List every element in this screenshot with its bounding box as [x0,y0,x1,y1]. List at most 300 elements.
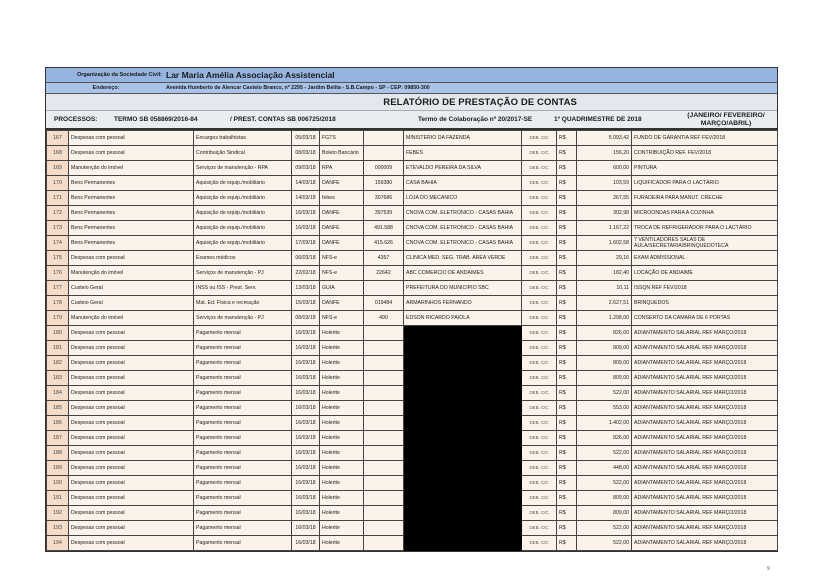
supplier-cell: LOJA DO MECANICO [404,191,522,206]
row-number: 176 [47,266,69,281]
doc-number-cell: 415.626 [364,236,404,251]
amount-cell: 522,00 [577,521,632,536]
row-number: 173 [47,221,69,236]
row-number: 179 [47,311,69,326]
category-cell: Despesas com pessoal [69,251,194,266]
date-cell: 16/03/18 [292,446,320,461]
currency-cell: R$ [557,371,577,386]
row-number: 170 [47,176,69,191]
date-cell: 16/03/18 [292,431,320,446]
description-cell: 7 VENTILADORES SALAS DE AULA/SECRETARIA/BRINQUEDOTECA [632,236,778,251]
amount-cell: 2.627,51 [577,296,632,311]
redacted-supplier-cell [404,401,522,416]
amount-cell: 5.093,42 [577,131,632,146]
amount-cell: 809,00 [577,491,632,506]
category-cell: Despesas com pessoal [69,431,194,446]
doc-number-cell: 159380 [364,176,404,191]
subcategory-cell: Serviços de manutenção - RPA [194,161,292,176]
table-row [47,446,778,461]
subcategory-cell: Pagamento mensal [194,536,292,551]
amount-cell: 302,98 [577,206,632,221]
category-cell: Despesas com pessoal [69,131,194,146]
table-row [47,176,778,191]
payment-method-cell: DEB. C/C [522,311,557,326]
date-cell: 14/03/18 [292,191,320,206]
amount-cell: 522,00 [577,386,632,401]
doc-type-cell: Holerite [320,476,364,491]
doc-type-cell: GUIA [320,281,364,296]
row-number: 186 [47,416,69,431]
currency-cell: R$ [557,386,577,401]
subcategory-cell: Pagamento mensal [194,416,292,431]
doc-type-cell: Holerite [320,521,364,536]
category-cell: Bens Permanentes [69,176,194,191]
currency-cell: R$ [557,491,577,506]
table-row [47,521,778,536]
payment-method-cell: DEB. C/C [522,431,557,446]
doc-number-cell [364,326,404,341]
table-row [47,341,778,356]
row-number: 191 [47,491,69,506]
address-row [46,83,777,94]
redacted-supplier-cell [404,506,522,521]
table-row [47,536,778,551]
amount-cell: 156,20 [577,146,632,161]
payment-method-cell: DEB. C/C [522,221,557,236]
currency-cell: R$ [557,326,577,341]
description-cell: ISSQN REF FEV/2018 [632,281,778,296]
subcategory-cell: Pagamento mensal [194,326,292,341]
subcategory-cell: Pagamento mensal [194,386,292,401]
doc-type-cell: Holerite [320,341,364,356]
amount-cell: 826,00 [577,431,632,446]
subcategory-cell: Serviços de manutenção - PJ [194,266,292,281]
table-row [47,491,778,506]
expenses-table [46,130,778,551]
description-cell: ADIANTAMENTO SALARIAL REF MARÇO/2018 [632,521,778,536]
doc-type-cell: FGTS [320,131,364,146]
doc-type-cell: Holerite [320,491,364,506]
description-cell: CONTRIBUIÇÃO REF. FEV/2018 [632,146,778,161]
doc-number-cell [364,416,404,431]
row-number: 175 [47,251,69,266]
report-sheet [45,67,778,552]
category-cell: Despesas com pessoal [69,371,194,386]
description-cell: MICROONDAS PARA A COZINHA [632,206,778,221]
currency-cell: R$ [557,236,577,251]
subcategory-cell: Aquisição de equip./mobiliário [194,221,292,236]
doc-number-cell: 000009 [364,161,404,176]
amount-cell: 809,00 [577,341,632,356]
row-number: 171 [47,191,69,206]
redacted-supplier-cell [404,416,522,431]
category-cell: Despesas com pessoal [69,491,194,506]
payment-method-cell: DEB. C/C [522,446,557,461]
description-cell: TROCA DE REFRIGERADOR PARA O LACTÁRIO [632,221,778,236]
table-row [47,221,778,236]
table-row [47,251,778,266]
date-cell: 16/03/18 [292,206,320,221]
address-text: Avenida Humberto de Alencar Castelo Branco, nº 2295 - Jardim Belita - S.B.Campo - SP - CEP: 09850-300 [166,85,430,91]
subcategory-cell: Pagamento mensal [194,446,292,461]
doc-number-cell [364,476,404,491]
category-cell: Despesas com pessoal [69,386,194,401]
supplier-cell: CASA BAHIA [404,176,522,191]
description-cell: ADIANTAMENTO SALARIAL REF MARÇO/2018 [632,416,778,431]
table-row [47,461,778,476]
description-cell: ADIANTAMENTO SALARIAL REF MARÇO/2018 [632,461,778,476]
doc-number-cell [364,401,404,416]
payment-method-cell: DEB. C/C [522,536,557,551]
subcategory-cell: Pagamento mensal [194,476,292,491]
date-cell: 05/03/18 [292,131,320,146]
description-cell: PINTURA [632,161,778,176]
doc-type-cell: NFS-e [320,311,364,326]
doc-number-cell [364,431,404,446]
doc-type-cell: NFS-e [320,266,364,281]
date-cell: 16/03/18 [292,356,320,371]
subcategory-cell: Pagamento mensal [194,461,292,476]
doc-type-cell: Holerite [320,536,364,551]
termo-number: TERMO SB 058869/2016-84 [114,116,198,123]
description-cell: ADIANTAMENTO SALARIAL REF MARÇO/2018 [632,401,778,416]
doc-number-cell [364,536,404,551]
organization-row [46,68,777,83]
date-cell: 16/03/18 [292,386,320,401]
subcategory-cell: Pagamento mensal [194,371,292,386]
payment-method-cell: DEB. C/C [522,371,557,386]
amount-cell: 1.602,58 [577,236,632,251]
currency-cell: R$ [557,191,577,206]
currency-cell: R$ [557,281,577,296]
redacted-supplier-cell [404,536,522,551]
category-cell: Despesas com pessoal [69,446,194,461]
supplier-cell: ABC COMERCIO DE ANDAIMES [404,266,522,281]
row-number: 192 [47,506,69,521]
row-number: 194 [47,536,69,551]
currency-cell: R$ [557,221,577,236]
amount-cell: 267,55 [577,191,632,206]
date-cell: 08/03/18 [292,311,320,326]
row-number: 180 [47,326,69,341]
subcategory-cell: Contribuição Sindical [194,146,292,161]
description-cell: BRINQUEDOS [632,296,778,311]
supplier-cell: EDSON RICARDO PAIOLA [404,311,522,326]
payment-method-cell: DEB. C/C [522,236,557,251]
payment-method-cell: DEB. C/C [522,206,557,221]
currency-cell: R$ [557,521,577,536]
doc-type-cell: DANFE [320,176,364,191]
redacted-supplier-cell [404,341,522,356]
row-number: 190 [47,476,69,491]
table-row [47,266,778,281]
table-row [47,236,778,251]
description-cell: FUNDO DE GARANTIA REF FEV/2018 [632,131,778,146]
subcategory-cell: Pagamento mensal [194,521,292,536]
amount-cell: 809,00 [577,371,632,386]
description-cell: ADIANTAMENTO SALARIAL REF MARÇO/2018 [632,386,778,401]
date-cell: 16/03/18 [292,371,320,386]
description-cell: ADIANTAMENTO SALARIAL REF MARÇO/2018 [632,476,778,491]
payment-method-cell: DEB. C/C [522,341,557,356]
subcategory-cell: Pagamento mensal [194,491,292,506]
redacted-supplier-cell [404,446,522,461]
date-cell: 16/03/18 [292,491,320,506]
redacted-supplier-cell [404,491,522,506]
date-cell: 14/03/18 [292,176,320,191]
subcategory-cell: Pagamento mensal [194,506,292,521]
amount-cell: 809,00 [577,506,632,521]
table-row [47,191,778,206]
supplier-cell: MINISTERIO DA FAZENDA [404,131,522,146]
category-cell: Bens Permanentes [69,191,194,206]
payment-method-cell: DEB. C/C [522,146,557,161]
redacted-supplier-cell [404,371,522,386]
doc-number-cell [364,281,404,296]
category-cell: Despesas com pessoal [69,146,194,161]
report-title: RELATÓRIO DE PRESTAÇÃO DE CONTAS [383,96,577,108]
category-cell: Custeio Geral [69,296,194,311]
doc-number-cell [364,371,404,386]
date-cell: 13/03/18 [292,281,320,296]
currency-cell: R$ [557,356,577,371]
table-row [47,476,778,491]
row-number: 172 [47,206,69,221]
category-cell: Despesas com pessoal [69,461,194,476]
description-cell: LIQUIFICADOR PARA O LACTÁRIO [632,176,778,191]
date-cell: 17/03/18 [292,236,320,251]
table-row [47,431,778,446]
doc-number-cell [364,146,404,161]
doc-number-cell [364,386,404,401]
title-row [46,94,777,111]
amount-cell: 1.167,22 [577,221,632,236]
amount-cell: 1.402,00 [577,416,632,431]
row-number: 187 [47,431,69,446]
processes-row [46,111,777,130]
supplier-cell: CNOVA COM. ELETRONICO - CASAS BAHIA [404,236,522,251]
description-cell: LOCAÇÃO DE ANDAIME [632,266,778,281]
row-number: 169 [47,161,69,176]
doc-type-cell: Holerite [320,401,364,416]
redacted-supplier-cell [404,521,522,536]
table-row [47,401,778,416]
org-name: Lar Maria Amélia Associação Assistencial [166,70,335,80]
supplier-cell: ARMARINHOS FERNANDO [404,296,522,311]
doc-number-cell [364,506,404,521]
amount-cell: 522,00 [577,446,632,461]
payment-method-cell: DEB. C/C [522,281,557,296]
doc-type-cell: febes [320,191,364,206]
doc-number-cell: 019484 [364,296,404,311]
description-cell: ADIANTAMENTO SALARIAL REF MARÇO/2018 [632,371,778,386]
currency-cell: R$ [557,536,577,551]
date-cell: 16/03/18 [292,401,320,416]
row-number: 167 [47,131,69,146]
doc-type-cell: Holerite [320,416,364,431]
doc-type-cell: Holerite [320,431,364,446]
supplier-cell: CNOVA COM. ELETRONICO - CASAS BAHIA [404,206,522,221]
redacted-supplier-cell [404,431,522,446]
doc-type-cell: DANFE [320,236,364,251]
doc-type-cell: Boleto Bancário [320,146,364,161]
amount-cell: 10,11 [577,281,632,296]
row-number: 177 [47,281,69,296]
redacted-supplier-cell [404,386,522,401]
currency-cell: R$ [557,311,577,326]
table-row [47,416,778,431]
table-row [47,326,778,341]
payment-method-cell: DEB. C/C [522,401,557,416]
doc-type-cell: RPA [320,161,364,176]
description-cell: ADIANTAMENTO SALARIAL REF MARÇO/2018 [632,341,778,356]
category-cell: Despesas com pessoal [69,416,194,431]
category-cell: Despesas com pessoal [69,506,194,521]
termo-colaboracao: Termo de Colaboração nº 20/2017-SE [418,116,533,123]
amount-cell: 103,59 [577,176,632,191]
doc-type-cell: Holerite [320,356,364,371]
row-number: 178 [47,296,69,311]
date-cell: 16/03/18 [292,521,320,536]
doc-number-cell: 397539 [364,206,404,221]
supplier-cell: CLINICA MED. SEG. TRAB. AREA VERDE [404,251,522,266]
amount-cell: 448,00 [577,461,632,476]
amount-cell: 826,00 [577,326,632,341]
payment-method-cell: DEB. C/C [522,296,557,311]
doc-number-cell: 22642 [364,266,404,281]
date-cell: 16/03/18 [292,326,320,341]
date-cell: 16/03/18 [292,221,320,236]
amount-cell: 809,00 [577,356,632,371]
payment-method-cell: DEB. C/C [522,476,557,491]
currency-cell: R$ [557,446,577,461]
table-row [47,386,778,401]
table-row [47,281,778,296]
doc-number-cell [364,446,404,461]
row-number: 185 [47,401,69,416]
doc-number-cell [364,131,404,146]
payment-method-cell: DEB. C/C [522,131,557,146]
description-cell: ADIANTAMENTO SALARIAL REF MARÇO/2018 [632,356,778,371]
payment-method-cell: DEB. C/C [522,251,557,266]
amount-cell: 600,00 [577,161,632,176]
supplier-cell: ETEVALDO PEREIRA DA SILVA [404,161,522,176]
amount-cell: 182,40 [577,266,632,281]
subcategory-cell: Aquisição de equip./mobiliário [194,236,292,251]
doc-type-cell: Holerite [320,371,364,386]
doc-number-cell: 491.588 [364,221,404,236]
date-cell: 16/03/18 [292,416,320,431]
doc-number-cell [364,341,404,356]
category-cell: Despesas com pessoal [69,536,194,551]
table-row [47,131,778,146]
description-cell: EXAM ADMISSIONAL [632,251,778,266]
date-cell: 15/03/18 [292,296,320,311]
doc-number-cell [364,491,404,506]
payment-method-cell: DEB. C/C [522,326,557,341]
payment-method-cell: DEB. C/C [522,521,557,536]
supplier-cell: FEBES [404,146,522,161]
description-cell: ADIANTAMENTO SALARIAL REF MARÇO/2018 [632,536,778,551]
currency-cell: R$ [557,176,577,191]
currency-cell: R$ [557,251,577,266]
date-cell: 09/03/18 [292,161,320,176]
table-row [47,311,778,326]
category-cell: Despesas com pessoal [69,326,194,341]
description-cell: ADIANTAMENTO SALARIAL REF MARÇO/2018 [632,446,778,461]
currency-cell: R$ [557,431,577,446]
row-number: 184 [47,386,69,401]
category-cell: Despesas com pessoal [69,341,194,356]
currency-cell: R$ [557,161,577,176]
doc-number-cell: 307686 [364,191,404,206]
currency-cell: R$ [557,401,577,416]
currency-cell: R$ [557,506,577,521]
payment-method-cell: DEB. C/C [522,461,557,476]
row-number: 174 [47,236,69,251]
prest-contas-number: / PREST. CONTAS SB 006725/2018 [230,116,336,123]
subcategory-cell: Pagamento mensal [194,401,292,416]
amount-cell: 553,00 [577,401,632,416]
category-cell: Manutenção do imóvel [69,311,194,326]
row-number: 188 [47,446,69,461]
period-line-1: (JANEIRO/ FEVEREIRO/ [687,112,765,119]
table-row [47,206,778,221]
table-row [47,371,778,386]
table-row [47,296,778,311]
payment-method-cell: DEB. C/C [522,386,557,401]
doc-type-cell: Holerite [320,386,364,401]
doc-type-cell: DANFE [320,221,364,236]
doc-number-cell [364,461,404,476]
subcategory-cell: Aquisição de equip./mobiliário [194,191,292,206]
currency-cell: R$ [557,266,577,281]
subcategory-cell: Pagamento mensal [194,356,292,371]
date-cell: 16/03/18 [292,461,320,476]
page-number: 9 [767,566,770,572]
table-row [47,146,778,161]
row-number: 168 [47,146,69,161]
subcategory-cell: Serviços de manutenção - PJ [194,311,292,326]
date-cell: 16/03/18 [292,506,320,521]
redacted-supplier-cell [404,476,522,491]
address-label: Endereço: [92,85,120,91]
subcategory-cell: Exames médicos [194,251,292,266]
category-cell: Custeio Geral [69,281,194,296]
doc-type-cell: NFS-e [320,251,364,266]
doc-number-cell [364,521,404,536]
doc-number-cell: 490 [364,311,404,326]
currency-cell: R$ [557,296,577,311]
period [676,112,776,127]
doc-type-cell: DANFE [320,296,364,311]
payment-method-cell: DEB. C/C [522,491,557,506]
category-cell: Despesas com pessoal [69,356,194,371]
payment-method-cell: DEB. C/C [522,506,557,521]
subcategory-cell: Encargos trabalhistas [194,131,292,146]
category-cell: Manutenção do imóvel [69,161,194,176]
description-cell: ADIANTAMENTO SALARIAL REF MARÇO/2018 [632,491,778,506]
date-cell: 16/03/18 [292,341,320,356]
doc-number-cell: 4357 [364,251,404,266]
amount-cell: 1.298,00 [577,311,632,326]
description-cell: ADIANTAMENTO SALARIAL REF MARÇO/2018 [632,431,778,446]
category-cell: Despesas com pessoal [69,521,194,536]
doc-type-cell: Holerite [320,326,364,341]
org-label: Organização da Sociedade Civil: [77,72,162,78]
currency-cell: R$ [557,476,577,491]
currency-cell: R$ [557,131,577,146]
